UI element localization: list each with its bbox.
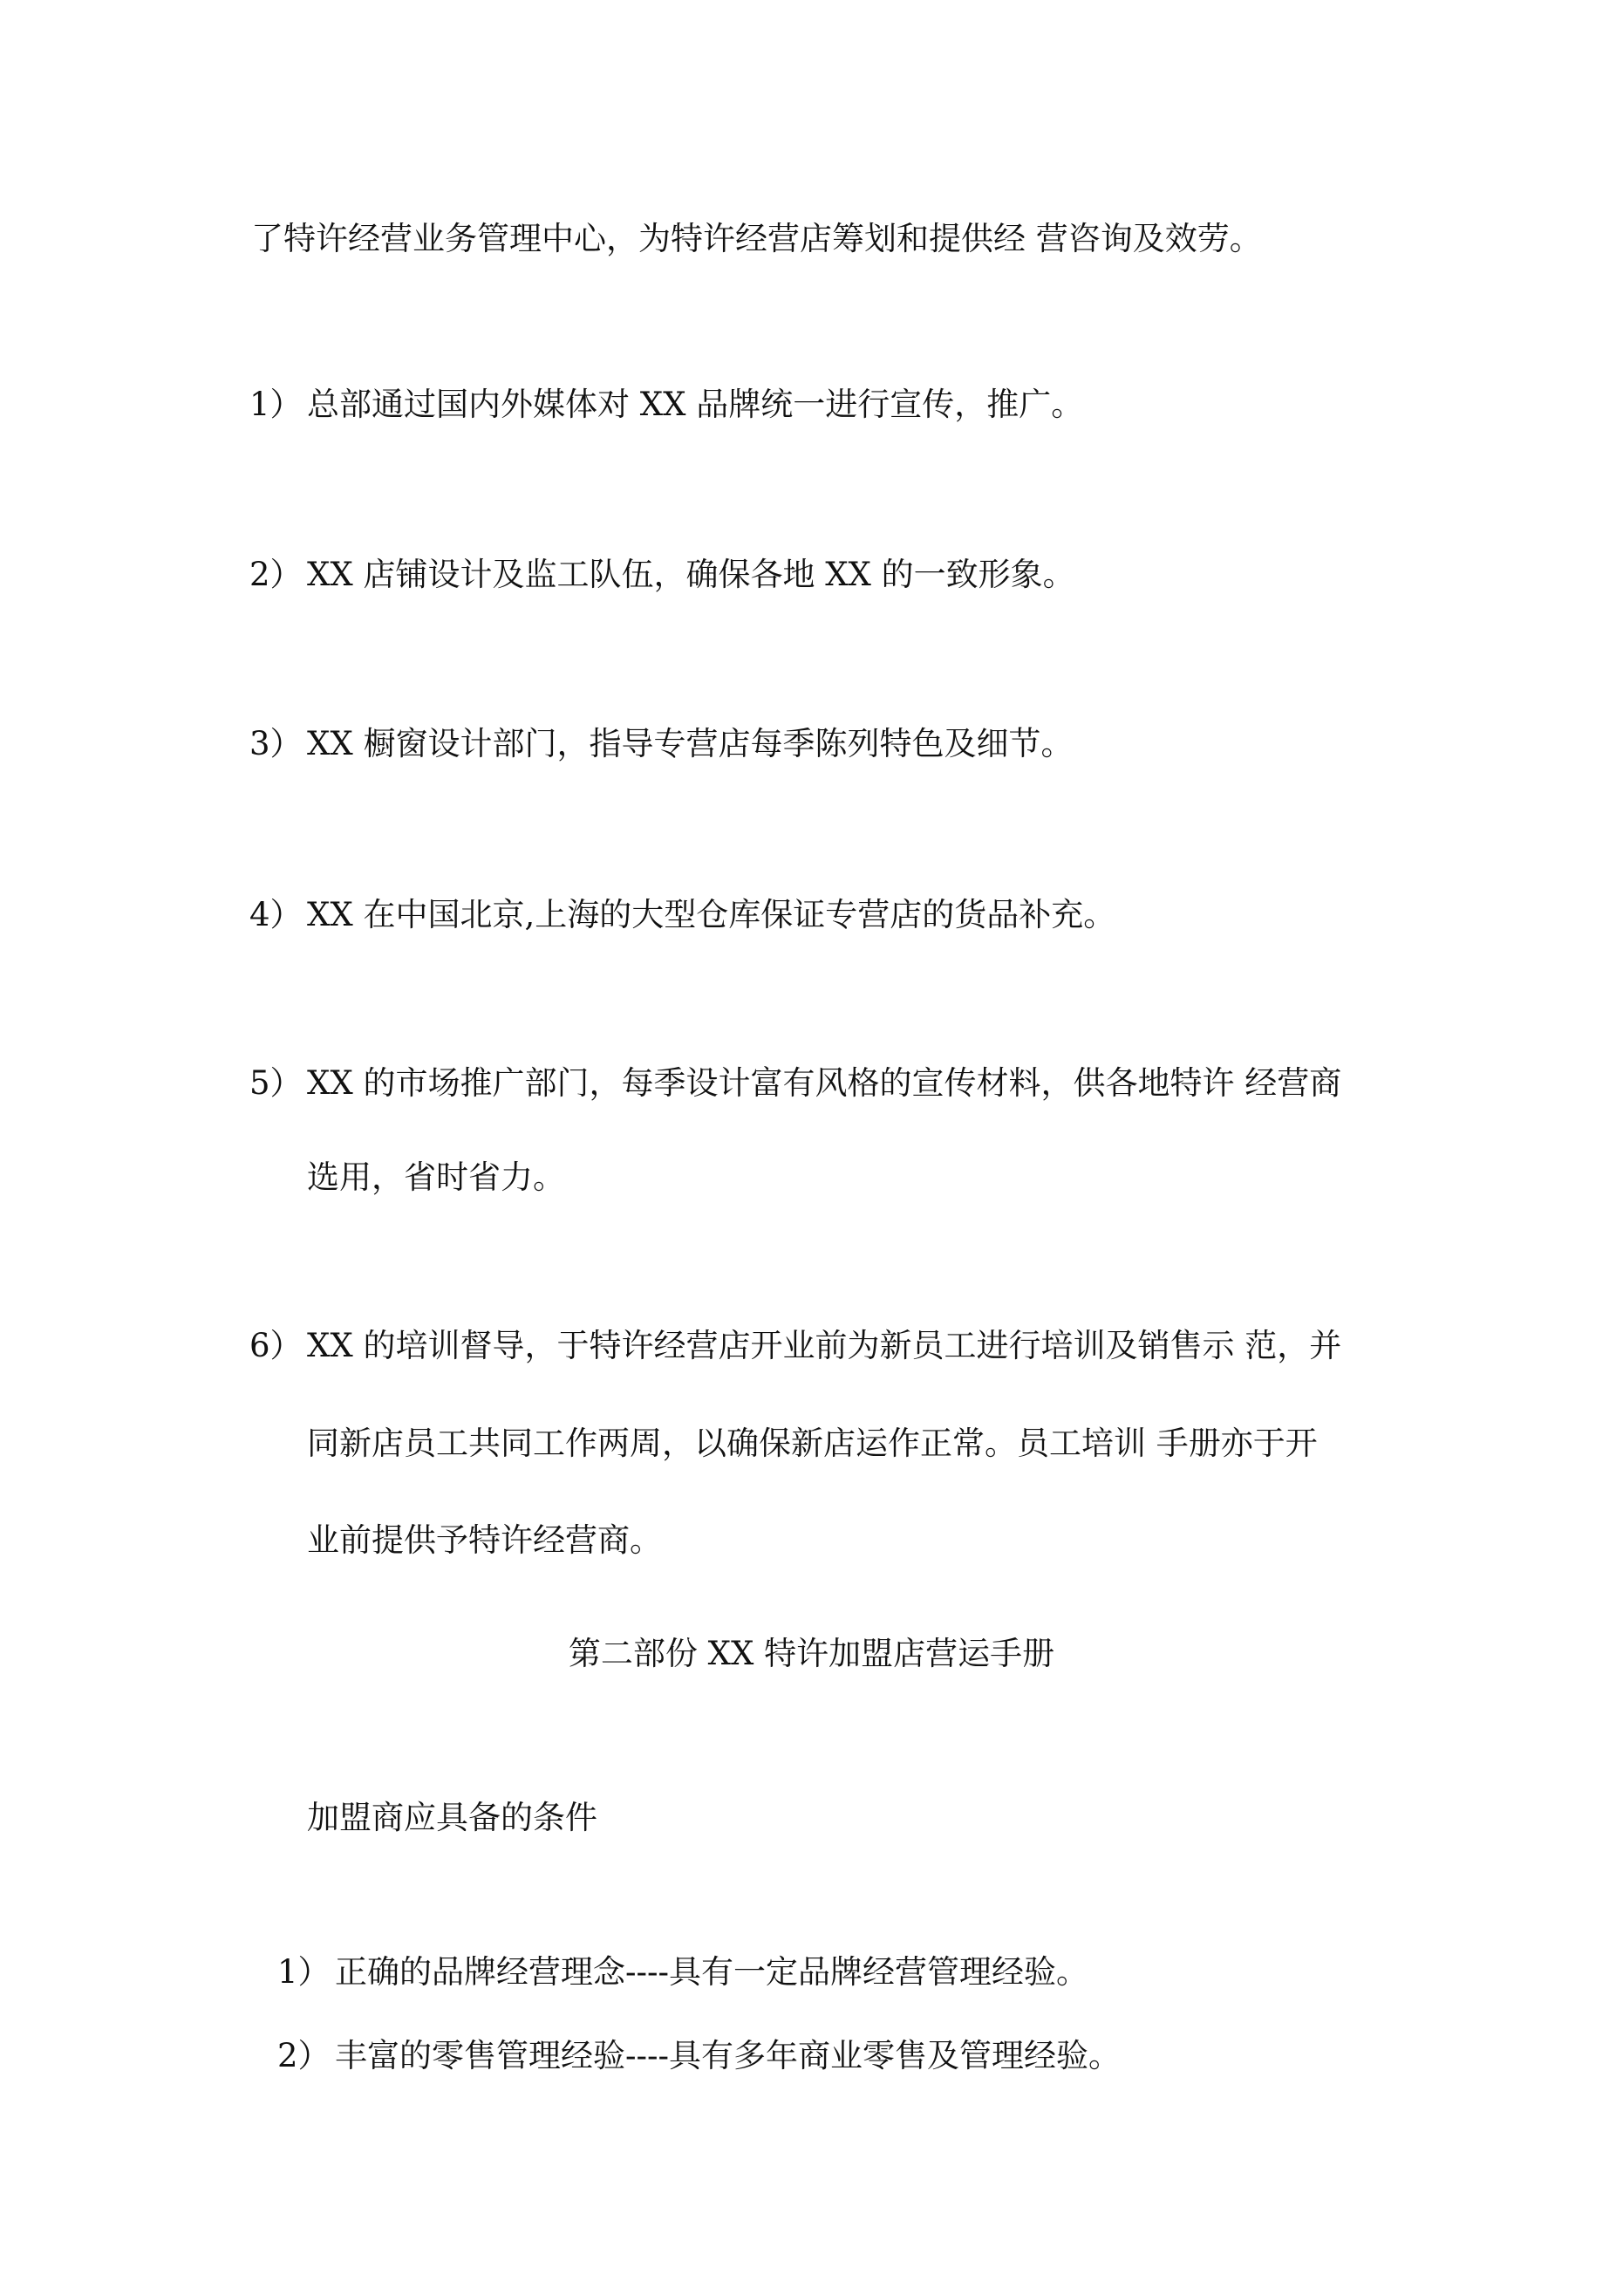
list-item-text: XX 店铺设计及监工队伍，确保各地 XX 的一致形象。 <box>307 556 1075 593</box>
list-item-text-continued: 选用，省时省力。 <box>307 1158 565 1196</box>
list-item-text: XX 橱窗设计部门，指导专营店每季陈列特色及细节。 <box>307 725 1074 762</box>
subheading: 加盟商应具备的条件 <box>307 1799 597 1836</box>
list-item-number: 4） <box>249 896 303 933</box>
list-item-text: 总部通过国内外媒体对 XX 品牌统一进行宣传，推广。 <box>307 386 1084 423</box>
list-item-text: XX 的培训督导，于特许经营店开业前为新员工进行培训及销售示 范，并 <box>307 1327 1342 1364</box>
list-item-number: 3） <box>249 725 303 762</box>
section-title: 第二部份 XX 特许加盟店营运手册 <box>568 1635 1055 1672</box>
condition-number: 2） <box>277 2037 331 2074</box>
condition-number: 1） <box>277 1953 331 1991</box>
list-item-text: XX 的市场推广部门，每季设计富有风格的宣传材料，供各地特许 经营商 <box>307 1064 1342 1102</box>
list-item-number: 6） <box>249 1327 303 1364</box>
condition-text: 丰富的零售管理经验----具有多年商业零售及管理经验。 <box>335 2037 1122 2074</box>
list-item-text: XX 在中国北京,上海的大型仓库保证专营店的货品补充。 <box>307 896 1116 933</box>
list-item-number: 2） <box>249 556 303 593</box>
list-item-number: 1） <box>249 386 303 423</box>
list-item-number: 5） <box>249 1064 303 1102</box>
list-item-text-continued: 业前提供予特许经营商。 <box>307 1521 662 1559</box>
condition-text: 正确的品牌经营理念----具有一定品牌经营管理经验。 <box>335 1953 1089 1991</box>
list-item-text-continued: 同新店员工共同工作两周，以确保新店运作正常。员工培训 手册亦于开 <box>307 1425 1318 1462</box>
intro-line: 了特许经营业务管理中心，为特许经营店筹划和提供经 营咨询及效劳。 <box>251 220 1262 257</box>
